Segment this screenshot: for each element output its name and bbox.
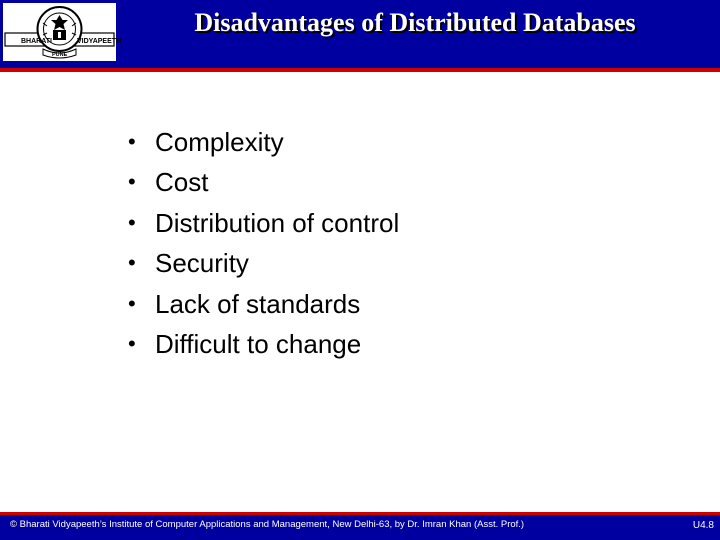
slide-title: Disadvantages of Distributed Databases xyxy=(194,8,636,37)
slide-footer xyxy=(0,512,720,540)
bullet-item: • Lack of standards xyxy=(128,284,399,324)
bullet-item: • Difficult to change xyxy=(128,324,399,364)
bullet-list xyxy=(128,122,399,364)
logo-right-text: VIDYAPEETH xyxy=(77,38,122,45)
logo-bottom-text: PUNE xyxy=(52,52,68,58)
logo-left-text: BHARATI xyxy=(21,38,52,45)
emblem-icon xyxy=(3,3,122,61)
footer-copyright: © Bharati Vidyapeeth’s Institute of Computer Applications and Management, New Delhi-63, by Dr. Imran Khan (Asst. Prof.) xyxy=(10,519,525,530)
bullet-item: • Cost xyxy=(128,162,399,202)
bullet-item: • Security xyxy=(128,243,399,283)
bullet-item: • Distribution of control xyxy=(128,203,399,243)
slide-number: U4.8 xyxy=(692,520,714,531)
header-divider xyxy=(0,68,720,72)
footer-divider xyxy=(0,512,720,515)
bharati-vidyapeeth-logo xyxy=(3,3,122,61)
slide-header xyxy=(0,0,720,68)
bullet-item: • Complexity xyxy=(128,122,399,162)
